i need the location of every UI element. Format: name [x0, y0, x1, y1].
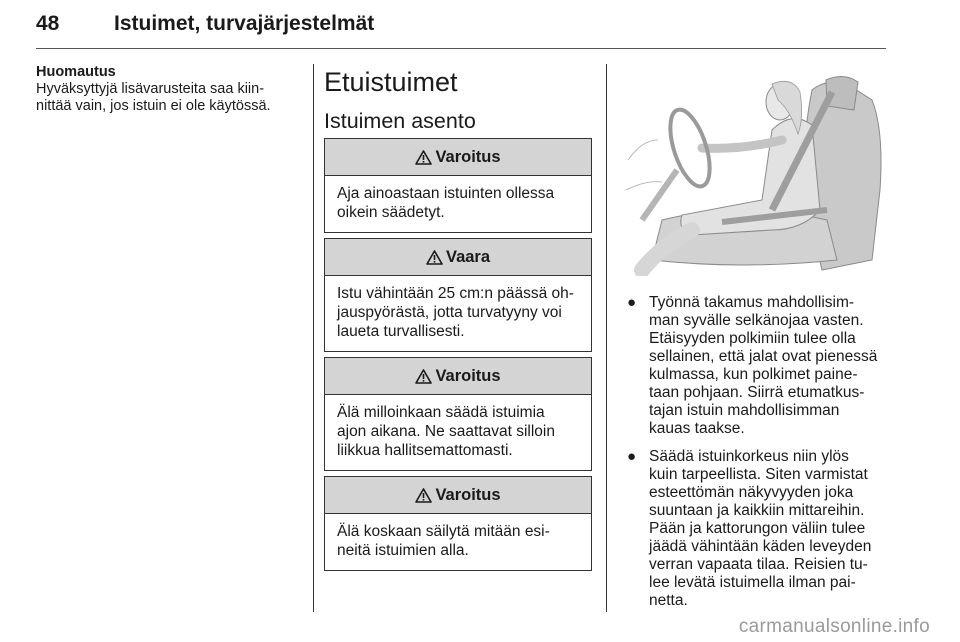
- column-divider-1: [313, 64, 314, 612]
- list-item-line: Säädä istuinkorkeus niin ylös: [649, 448, 849, 465]
- watermark-text: carmanualsonline.info: [738, 616, 930, 637]
- warning-triangle-icon: [415, 488, 432, 503]
- chapter-title: Istuimet, turvajärjestelmät: [114, 12, 375, 35]
- danger-box-text: [325, 276, 591, 351]
- warning-box-text: [325, 395, 591, 470]
- warning-box-header: [325, 477, 591, 514]
- list-item-line: esteettömän näkyvyyden joka: [649, 484, 854, 501]
- danger-box: [324, 238, 592, 352]
- list-item-line: taan pohjaan. Siirrä etumatkus-: [649, 384, 865, 401]
- list-item-line: Työnnä takamus mahdollisim-: [649, 294, 855, 311]
- list-item-line: jäädä vähintään käden leveyden: [649, 538, 872, 555]
- warning-box-label: Varoitus: [435, 485, 501, 504]
- section-heading-block: [324, 64, 592, 134]
- warning-line: liikkua hallitsemattomasti.: [337, 442, 513, 459]
- warning-box: [324, 476, 592, 571]
- note-line: nittää vain, jos istuin ei ole käytössä.: [36, 98, 271, 114]
- danger-box-header: [325, 239, 591, 276]
- danger-line: laueta turvallisesti.: [337, 323, 465, 340]
- seat-position-illustration: [622, 70, 886, 276]
- warning-line: oikein säädetyt.: [337, 204, 445, 221]
- danger-line: jauspyörästä, jotta turvatyyny voi: [337, 304, 562, 321]
- section-subtitle: Istuimen asento: [324, 109, 476, 133]
- list-item-line: sellainen, että jalat ovat pienessä: [649, 348, 878, 365]
- danger-box-label: Vaara: [445, 247, 491, 266]
- list-item-line: man syvälle selkänojaa vasten.: [649, 312, 864, 329]
- note-title: Huomautus: [36, 64, 116, 80]
- warning-box-text: [325, 176, 591, 232]
- list-item-line: kuin tarpeellista. Siten varmistat: [649, 466, 868, 483]
- list-item-line: tajan istuin mahdollisimman: [649, 402, 840, 419]
- section-title: Etuistuimet: [324, 67, 458, 97]
- warning-line: Älä milloinkaan säädä istuimia: [337, 404, 545, 421]
- list-item-line: kulmassa, kun polkimet paine-: [649, 366, 858, 383]
- list-item-line: netta.: [649, 592, 688, 609]
- warning-triangle-icon: [415, 150, 432, 165]
- list-item-line: Etäisyyden polkimiin tulee olla: [649, 330, 856, 347]
- instruction-list: [622, 294, 890, 620]
- warning-box-label: Varoitus: [435, 366, 501, 385]
- warning-box-text: [325, 514, 591, 570]
- list-item-line: lee levätä istuimella ilman pai-: [649, 574, 856, 591]
- list-item-line: kauas taakse.: [649, 420, 745, 437]
- page-header: [36, 4, 886, 48]
- list-item-line: Pään ja kattorungon väliin tulee: [649, 520, 866, 537]
- warning-triangle-icon: [415, 369, 432, 384]
- list-item-line: verran vapaata tilaa. Reisien tu-: [649, 556, 868, 573]
- note-line: Hyväksyttyjä lisävarusteita saa kiin-: [36, 81, 265, 97]
- bullet-dot-icon: ●: [627, 294, 637, 311]
- warning-line: Aja ainoastaan istuinten ollessa: [337, 185, 555, 202]
- bullet-dot-icon: ●: [627, 448, 637, 465]
- warning-box-header: [325, 139, 591, 176]
- warning-line: Älä koskaan säilytä mitään esi-: [337, 523, 550, 540]
- danger-line: Istu vähintään 25 cm:n päässä oh-: [337, 285, 574, 302]
- warning-box-header: [325, 358, 591, 395]
- warning-box-label: Varoitus: [435, 147, 501, 166]
- warning-line: ajon aikana. Ne saattavat silloin: [337, 423, 555, 440]
- warning-line: neitä istuimien alla.: [337, 542, 469, 559]
- warning-box: [324, 357, 592, 471]
- note-block: [36, 64, 308, 115]
- header-rule: [36, 48, 886, 49]
- list-item: [622, 294, 890, 438]
- warning-triangle-icon: [426, 250, 443, 265]
- column-divider-2: [606, 64, 607, 612]
- page-number: 48: [36, 12, 60, 35]
- warning-box: [324, 138, 592, 233]
- list-item: [622, 448, 890, 610]
- list-item-line: suuntaan ja kaikkiin mittareihin.: [649, 502, 865, 519]
